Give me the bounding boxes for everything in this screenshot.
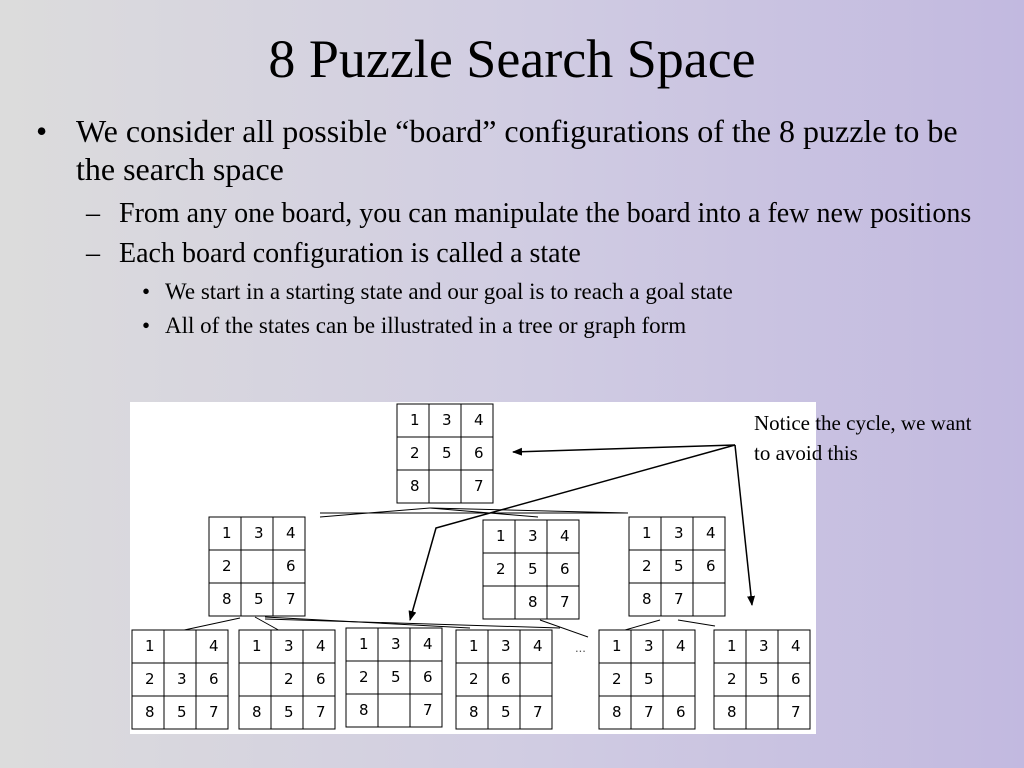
board-tile-number: 8 xyxy=(727,703,737,721)
board-tile-number: 8 xyxy=(410,477,420,495)
board-tile-number: 7 xyxy=(533,703,543,721)
board-tile-number: 1 xyxy=(359,635,369,653)
board-tile-number: 4 xyxy=(286,524,296,542)
board-leaf-2 xyxy=(239,630,335,729)
board-tile-number: 3 xyxy=(177,670,187,688)
board-tile-number: 8 xyxy=(252,703,262,721)
board-tile-number: 2 xyxy=(642,557,652,575)
board-tile-number: 7 xyxy=(644,703,654,721)
board-tile-number: 1 xyxy=(727,637,737,655)
board-tile-number: 8 xyxy=(222,590,232,608)
arrow-to-leaf-6 xyxy=(735,445,752,605)
board-leaf-5 xyxy=(599,630,695,729)
board-tile-number: 3 xyxy=(391,635,401,653)
bullet-subsub-2-text: All of the states can be illustrated in a tree or graph form xyxy=(165,313,687,338)
edge-mid-center-leaf-4 xyxy=(265,619,560,628)
board-tile-number: 6 xyxy=(423,668,433,686)
board-tile-number: 3 xyxy=(254,524,264,542)
board-tile-number: 5 xyxy=(284,703,294,721)
board-cell xyxy=(241,550,273,583)
board-tile-number: 5 xyxy=(759,670,769,688)
arrow-to-root xyxy=(513,445,735,452)
board-tile-number: 7 xyxy=(791,703,801,721)
board-tile-number: 2 xyxy=(410,444,420,462)
board-tile-number: 1 xyxy=(145,637,155,655)
board-tile-number: 6 xyxy=(560,560,570,578)
board-tile-number: 7 xyxy=(423,701,433,719)
board-tile-number: 7 xyxy=(286,590,296,608)
board-tile-number: 5 xyxy=(177,703,187,721)
board-leaf-4 xyxy=(456,630,552,729)
board-cell xyxy=(663,663,695,696)
board-cell xyxy=(239,663,271,696)
board-tile-number: 5 xyxy=(528,560,538,578)
board-mid-left xyxy=(209,517,305,616)
board-tile-number: 3 xyxy=(284,637,294,655)
board-tile-number: 6 xyxy=(791,670,801,688)
board-tile-number: 2 xyxy=(612,670,622,688)
board-tile-number: 5 xyxy=(674,557,684,575)
slide-title: 8 Puzzle Search Space xyxy=(268,29,756,89)
board-tile-number: 7 xyxy=(474,477,484,495)
board-tile-number: 6 xyxy=(706,557,716,575)
dash-marker: – xyxy=(86,238,100,269)
board-tile-number: 4 xyxy=(791,637,801,655)
dash-marker: – xyxy=(86,198,100,229)
board-cell xyxy=(693,583,725,616)
board-cell xyxy=(429,470,461,503)
bullet-main-text: We consider all possible “board” configurations of the 8 puzzle to be the search space xyxy=(76,113,958,187)
board-leaf-3 xyxy=(346,628,442,727)
board-tile-number: 5 xyxy=(644,670,654,688)
board-tile-number: 6 xyxy=(316,670,326,688)
small-bullet-marker: • xyxy=(142,279,151,304)
board-cell xyxy=(164,630,196,663)
board-tile-number: 4 xyxy=(560,527,570,545)
board-tile-number: 1 xyxy=(252,637,262,655)
bullet-sub-1-text: From any one board, you can manipulate the board into a few new positions xyxy=(119,198,972,229)
board-tile-number: 7 xyxy=(209,703,219,721)
board-tile-number: 1 xyxy=(496,527,506,545)
board-cell xyxy=(483,586,515,619)
board-tile-number: 4 xyxy=(676,637,686,655)
board-tile-number: 2 xyxy=(727,670,737,688)
bullet-marker: • xyxy=(36,113,48,149)
board-tile-number: 3 xyxy=(759,637,769,655)
board-tile-number: 8 xyxy=(528,593,538,611)
board-tile-number: 4 xyxy=(474,411,484,429)
board-tile-number: 4 xyxy=(706,524,716,542)
small-bullet-marker: • xyxy=(142,313,151,338)
board-tile-number: 8 xyxy=(145,703,155,721)
board-tile-number: 6 xyxy=(209,670,219,688)
board-tile-number: 5 xyxy=(391,668,401,686)
board-tile-number: 3 xyxy=(674,524,684,542)
board-tile-number: 3 xyxy=(501,637,511,655)
more-states-ellipsis: ... xyxy=(575,640,586,655)
board-leaf-6 xyxy=(714,630,810,729)
board-tile-number: 5 xyxy=(501,703,511,721)
board-tile-number: 2 xyxy=(359,668,369,686)
board-tile-number: 5 xyxy=(254,590,264,608)
bullet-sub-2-text: Each board configuration is called a state xyxy=(119,238,581,269)
board-tile-number: 2 xyxy=(284,670,294,688)
board-cell xyxy=(520,663,552,696)
board-tile-number: 2 xyxy=(145,670,155,688)
board-tile-number: 6 xyxy=(286,557,296,575)
board-tile-number: 1 xyxy=(410,411,420,429)
board-tile-number: 8 xyxy=(469,703,479,721)
board-tile-number: 1 xyxy=(222,524,232,542)
board-tile-number: 3 xyxy=(644,637,654,655)
board-tile-number: 2 xyxy=(469,670,479,688)
board-tile-number: 3 xyxy=(442,411,452,429)
board-tile-number: 4 xyxy=(533,637,543,655)
bullet-subsub-1-text: We start in a starting state and our goal is to reach a goal state xyxy=(165,279,733,304)
board-tile-number: 8 xyxy=(359,701,369,719)
board-tile-number: 4 xyxy=(423,635,433,653)
edge-mid-right-leaf-6 xyxy=(678,620,715,626)
board-tile-number: 1 xyxy=(612,637,622,655)
board-tile-number: 7 xyxy=(316,703,326,721)
board-tile-number: 1 xyxy=(642,524,652,542)
board-tile-number: 4 xyxy=(316,637,326,655)
board-cell xyxy=(746,696,778,729)
board-tile-number: 7 xyxy=(674,590,684,608)
board-tile-number: 6 xyxy=(501,670,511,688)
board-tile-number: 8 xyxy=(612,703,622,721)
board-tile-number: 6 xyxy=(474,444,484,462)
board-tile-number: 6 xyxy=(676,703,686,721)
board-tile-number: 2 xyxy=(222,557,232,575)
board-mid-right xyxy=(629,517,725,616)
board-leaf-1 xyxy=(132,630,228,729)
board-tile-number: 8 xyxy=(642,590,652,608)
board-tile-number: 5 xyxy=(442,444,452,462)
board-tile-number: 2 xyxy=(496,560,506,578)
cycle-note: Notice the cycle, we want to avoid this xyxy=(754,411,972,465)
board-cell xyxy=(378,694,410,727)
board-mid-center xyxy=(483,520,579,619)
board-tile-number: 1 xyxy=(469,637,479,655)
board-tile-number: 7 xyxy=(560,593,570,611)
board-tile-number: 4 xyxy=(209,637,219,655)
board-tile-number: 3 xyxy=(528,527,538,545)
board-root xyxy=(397,404,493,503)
